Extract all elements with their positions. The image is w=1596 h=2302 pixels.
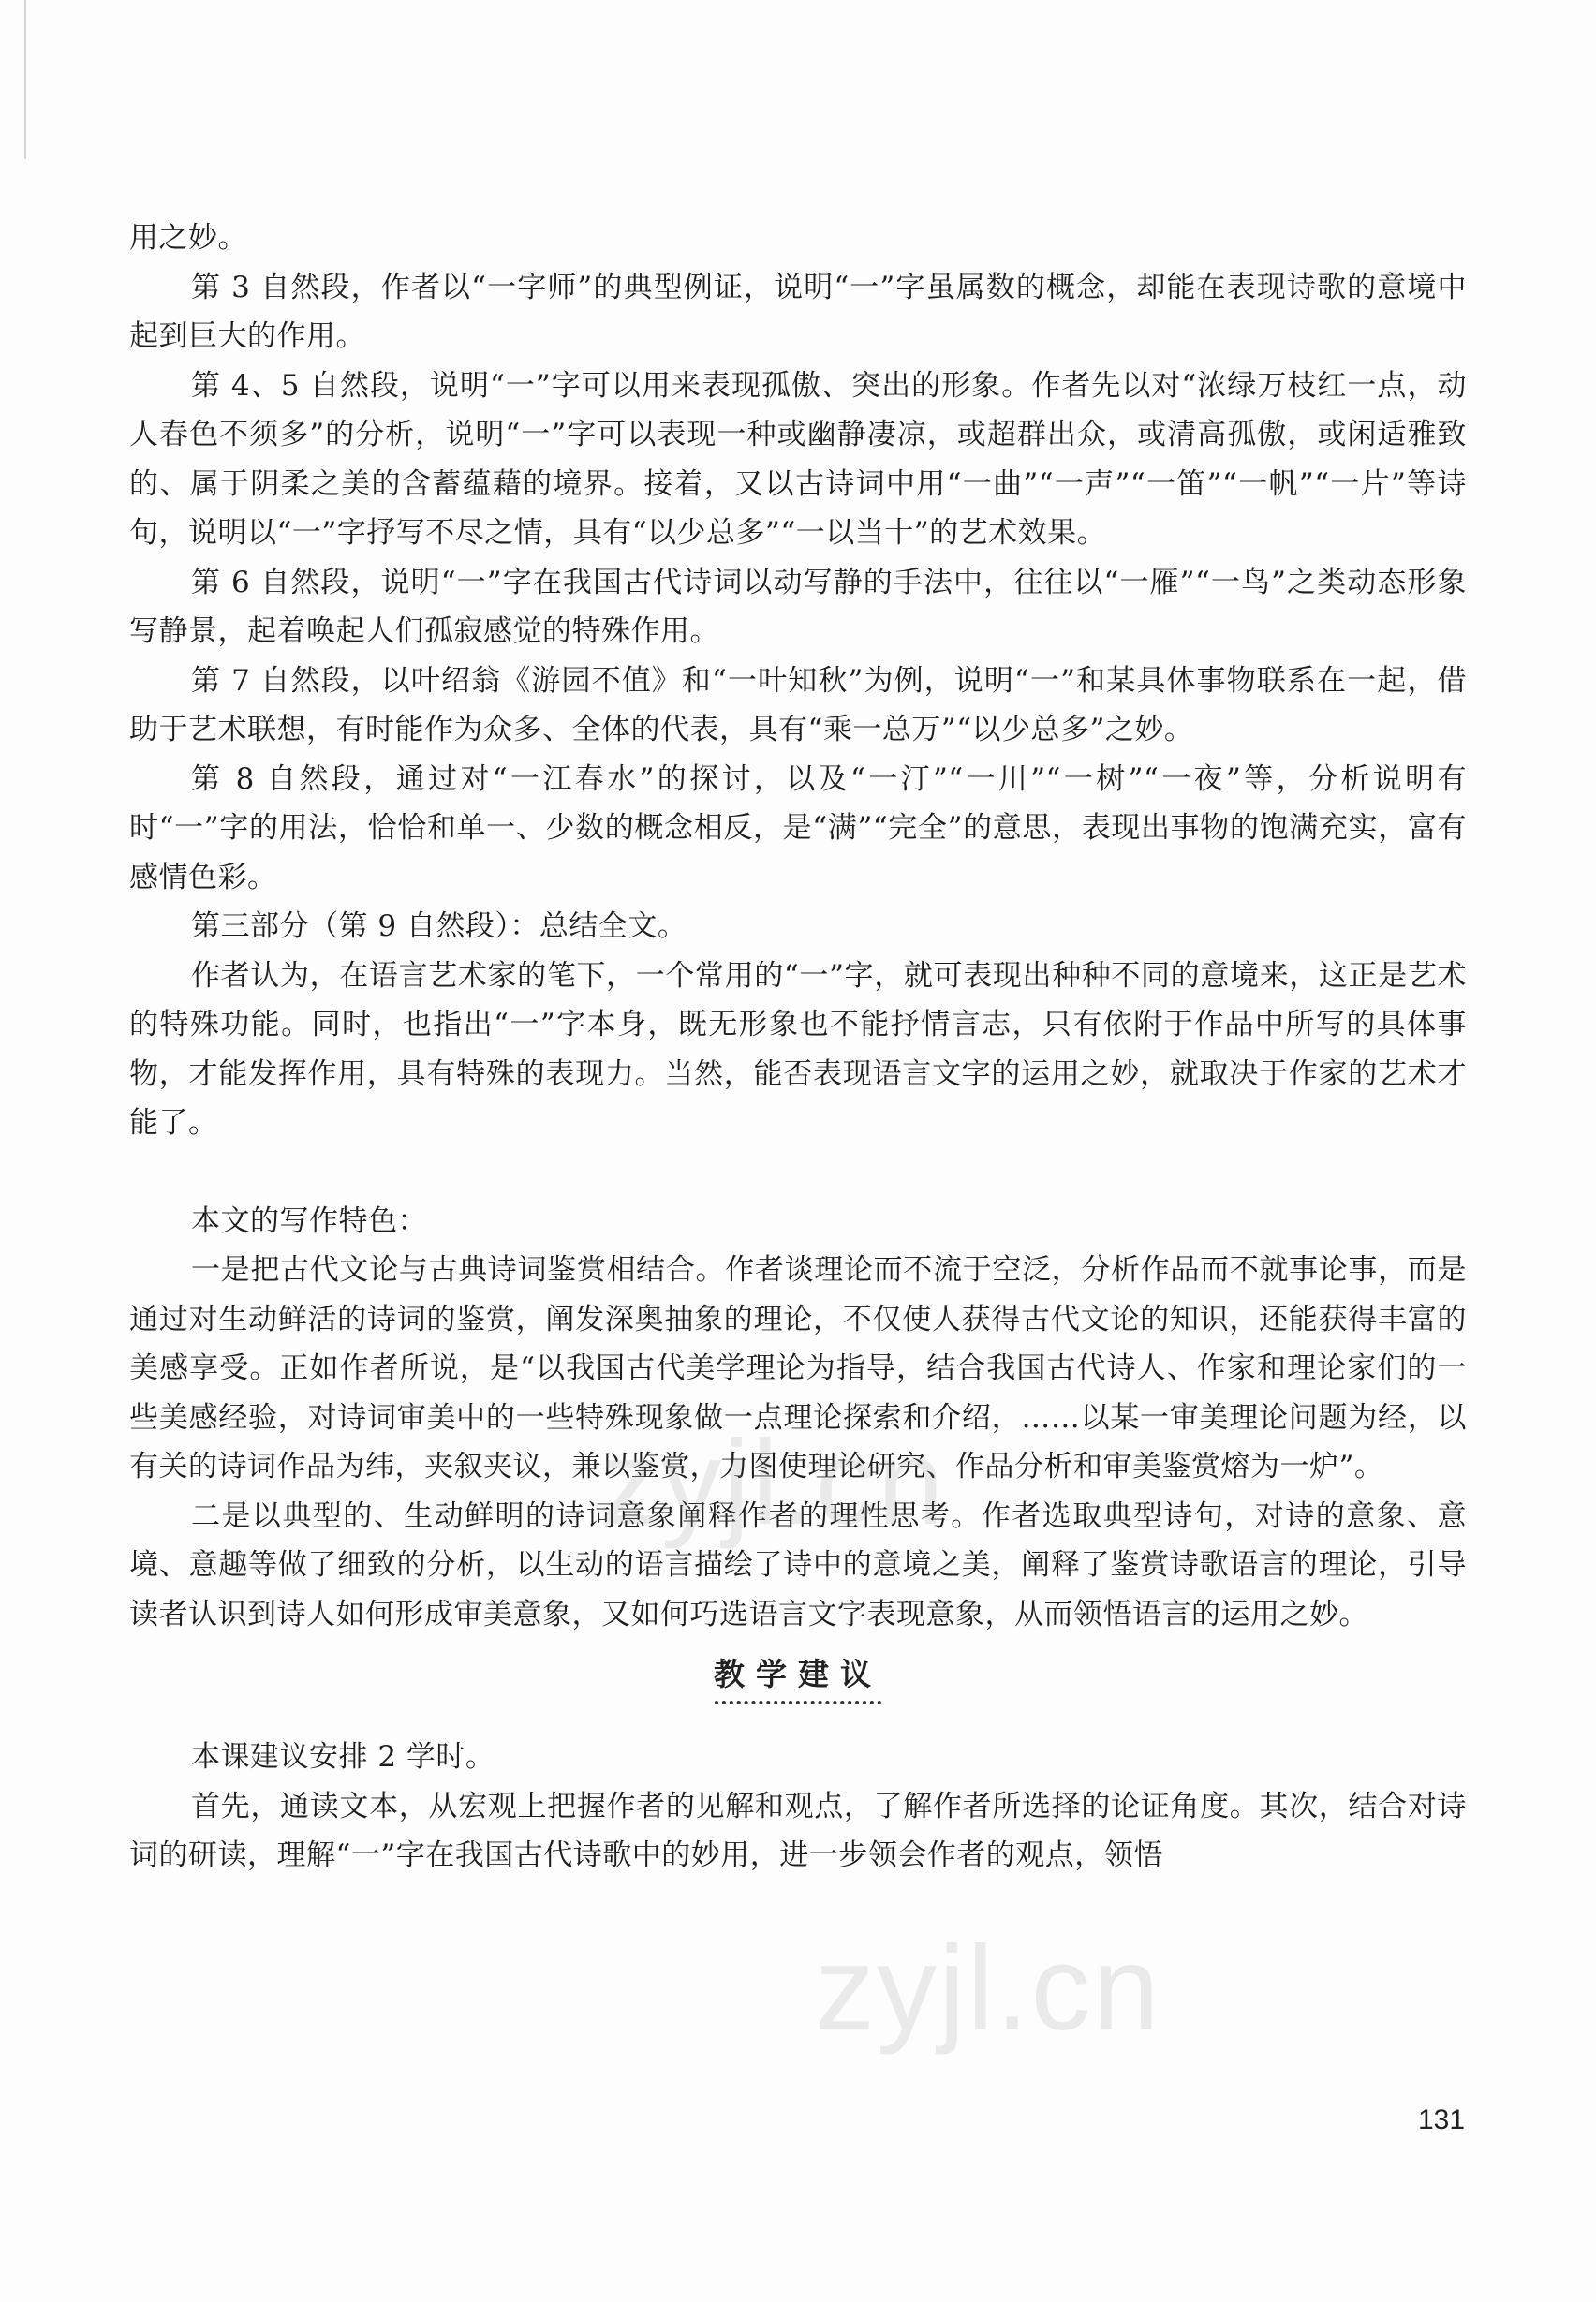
paragraph: 本文的写作特色： [191,1203,427,1238]
paragraph: 二是以典型的、生动鲜明的诗词意象阐释作者的理性思考。作者选取典型诗句，对诗的意象、意境、意趣等做了细致的分析，以生动的语言描绘了诗中的意境之美，阐释了鉴赏诗歌语言的理论，引导读者认识到诗人如何形成审美意象，又如何巧选语言文字表现意象，从而领悟语言的运用之妙。 [129,1498,1467,1631]
page-binding-edge [24,0,26,159]
paragraph: 本课建议安排 2 学时。 [191,1740,495,1774]
paragraph: 第 4、5 自然段，说明“一”字可以用来表现孤傲、突出的形象。作者先以对“浓绿万枝红一点，动人春色不须多”的分析，说明“一”字可以表现一种或幽静凄凉，或超群出众，或清高孤傲，或闲适雅致的、属于阴柔之美的含蓄蕴藉的境界。接着，又以古诗词中用“一曲”“一声”“一笛”“一帆”“一片”等诗句，说明以“一”字抒写不尽之情，具有“以少总多”“一以当十”的艺术效果。 [129,368,1467,550]
paragraph: 用之妙。 [129,221,247,255]
paragraph: 第 6 自然段，说明“一”字在我国古代诗词以动写静的手法中，往往以“一雁”“一鸟”之类动态形象写静景，起着唤起人们孤寂感觉的特殊作用。 [129,565,1467,648]
analysis-section [129,214,1467,1148]
paragraph: 作者认为，在语言艺术家的笔下，一个常用的“一”字，就可表现出种种不同的意境来，这正是艺术的特殊功能。同时，也指出“一”字本身，既无形象也不能抒情言志，只有依附于作品中所写的具体事物，才能发挥作用，具有特殊的表现力。当然，能否表现语言文字的运用之妙，就取决于作家的艺术才能了。 [129,958,1467,1140]
section-title-teaching: 教学建议 [714,1656,882,1692]
watermark: zyjl.cn [815,1922,1161,2056]
paragraph: 首先，通读文本，从宏观上把握作者的见解和观点，了解作者所选择的论证角度。其次，结合对诗词的研读，理解“一”字在我国古代诗歌中的妙用，进一步领会作者的观点，领悟 [129,1789,1467,1872]
watermark: zyjl.cn [599,1416,946,1550]
page-content [129,214,1467,1881]
paragraph: 第 7 自然段，以叶绍翁《游园不值》和“一叶知秋”为例，说明“一”和某具体事物联系在一起，借助于艺术联想，有时能作为众多、全体的代表，具有“乘一总万”“以少总多”之妙。 [129,663,1467,746]
paragraph: 第三部分（第 9 自然段）：总结全文。 [191,909,687,943]
page-number: 131 [1418,2104,1466,2135]
title-dotted-underline [715,1699,881,1704]
paragraph: 一是把古代文论与古典诗词鉴赏相结合。作者谈理论而不流于空泛，分析作品而不就事论事，而是通过对生动鲜活的诗词的鉴赏，阐发深奥抽象的理论，不仅使人获得古代文论的知识，还能获得丰富的美感享受。正如作者所说，是“以我国古代美学理论为指导，结合我国古代诗人、作家和理论家们的一些美感经验，对诗词审美中的一些特殊现象做一点理论探索和介绍，……以某一审美理论问题为经，以有关的诗词作品为纬，夹叙夹议，兼以鉴赏，力图使理论研究、作品分析和审美鉴赏熔为一炉”。 [129,1253,1467,1483]
teaching-suggestions-section [129,1733,1467,1881]
paragraph-gap [129,1148,1467,1197]
paragraph: 第 3 自然段，作者以“一字师”的典型例证，说明“一”字虽属数的概念，却能在表现诗歌的意境中起到巨大的作用。 [129,270,1467,353]
paragraph: 第 8 自然段，通过对“一江春水”的探讨，以及“一汀”“一川”“一树”“一夜”等，分析说明有时“一”字的用法，恰恰和单一、少数的概念相反，是“满”“完全”的意思，表现出事物的饱满充实，富有感情色彩。 [129,761,1467,894]
